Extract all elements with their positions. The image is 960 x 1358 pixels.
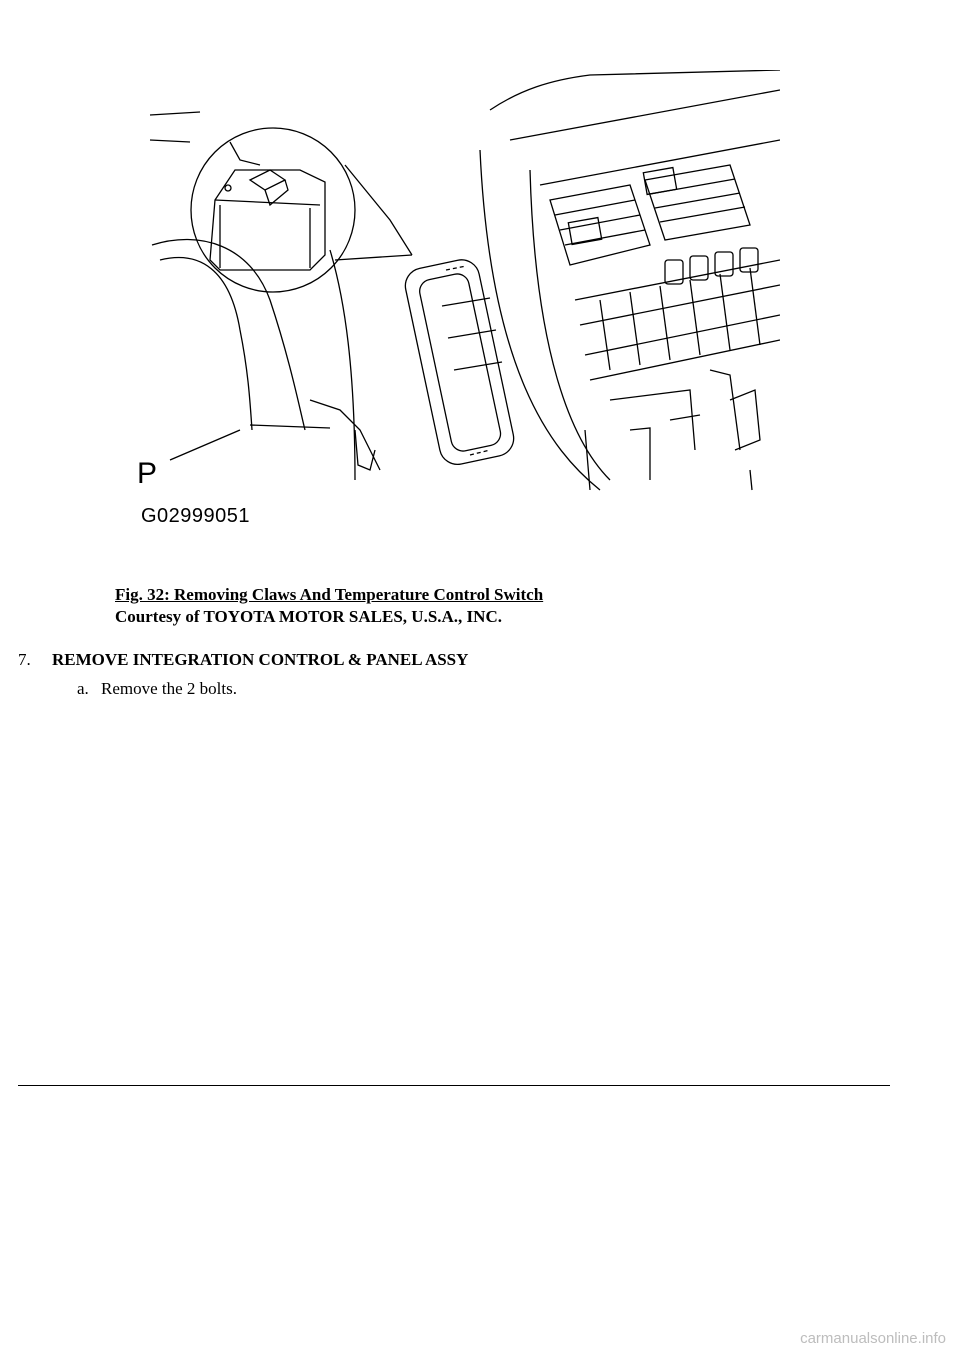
footer-watermark: carmanualsonline.info: [800, 1330, 946, 1347]
dashboard-switch-drawing: [130, 70, 780, 540]
page-divider: [18, 1085, 890, 1086]
figure-label-p: P: [137, 457, 158, 490]
substep-text: Remove the 2 bolts.: [101, 679, 237, 698]
substep-letter: a.: [77, 679, 89, 698]
step-title: REMOVE INTEGRATION CONTROL & PANEL ASSY: [52, 650, 469, 669]
step-number: 7.: [18, 650, 31, 669]
figure-code: G02999051: [141, 505, 251, 527]
substep-item: [77, 679, 237, 699]
figure-caption-credit: Courtesy of TOYOTA MOTOR SALES, U.S.A., INC.: [115, 607, 502, 626]
figure-caption-title[interactable]: Fig. 32: Removing Claws And Temperature Control Switch: [115, 585, 544, 604]
figure-illustration: [130, 70, 780, 540]
step-heading: [18, 650, 468, 670]
